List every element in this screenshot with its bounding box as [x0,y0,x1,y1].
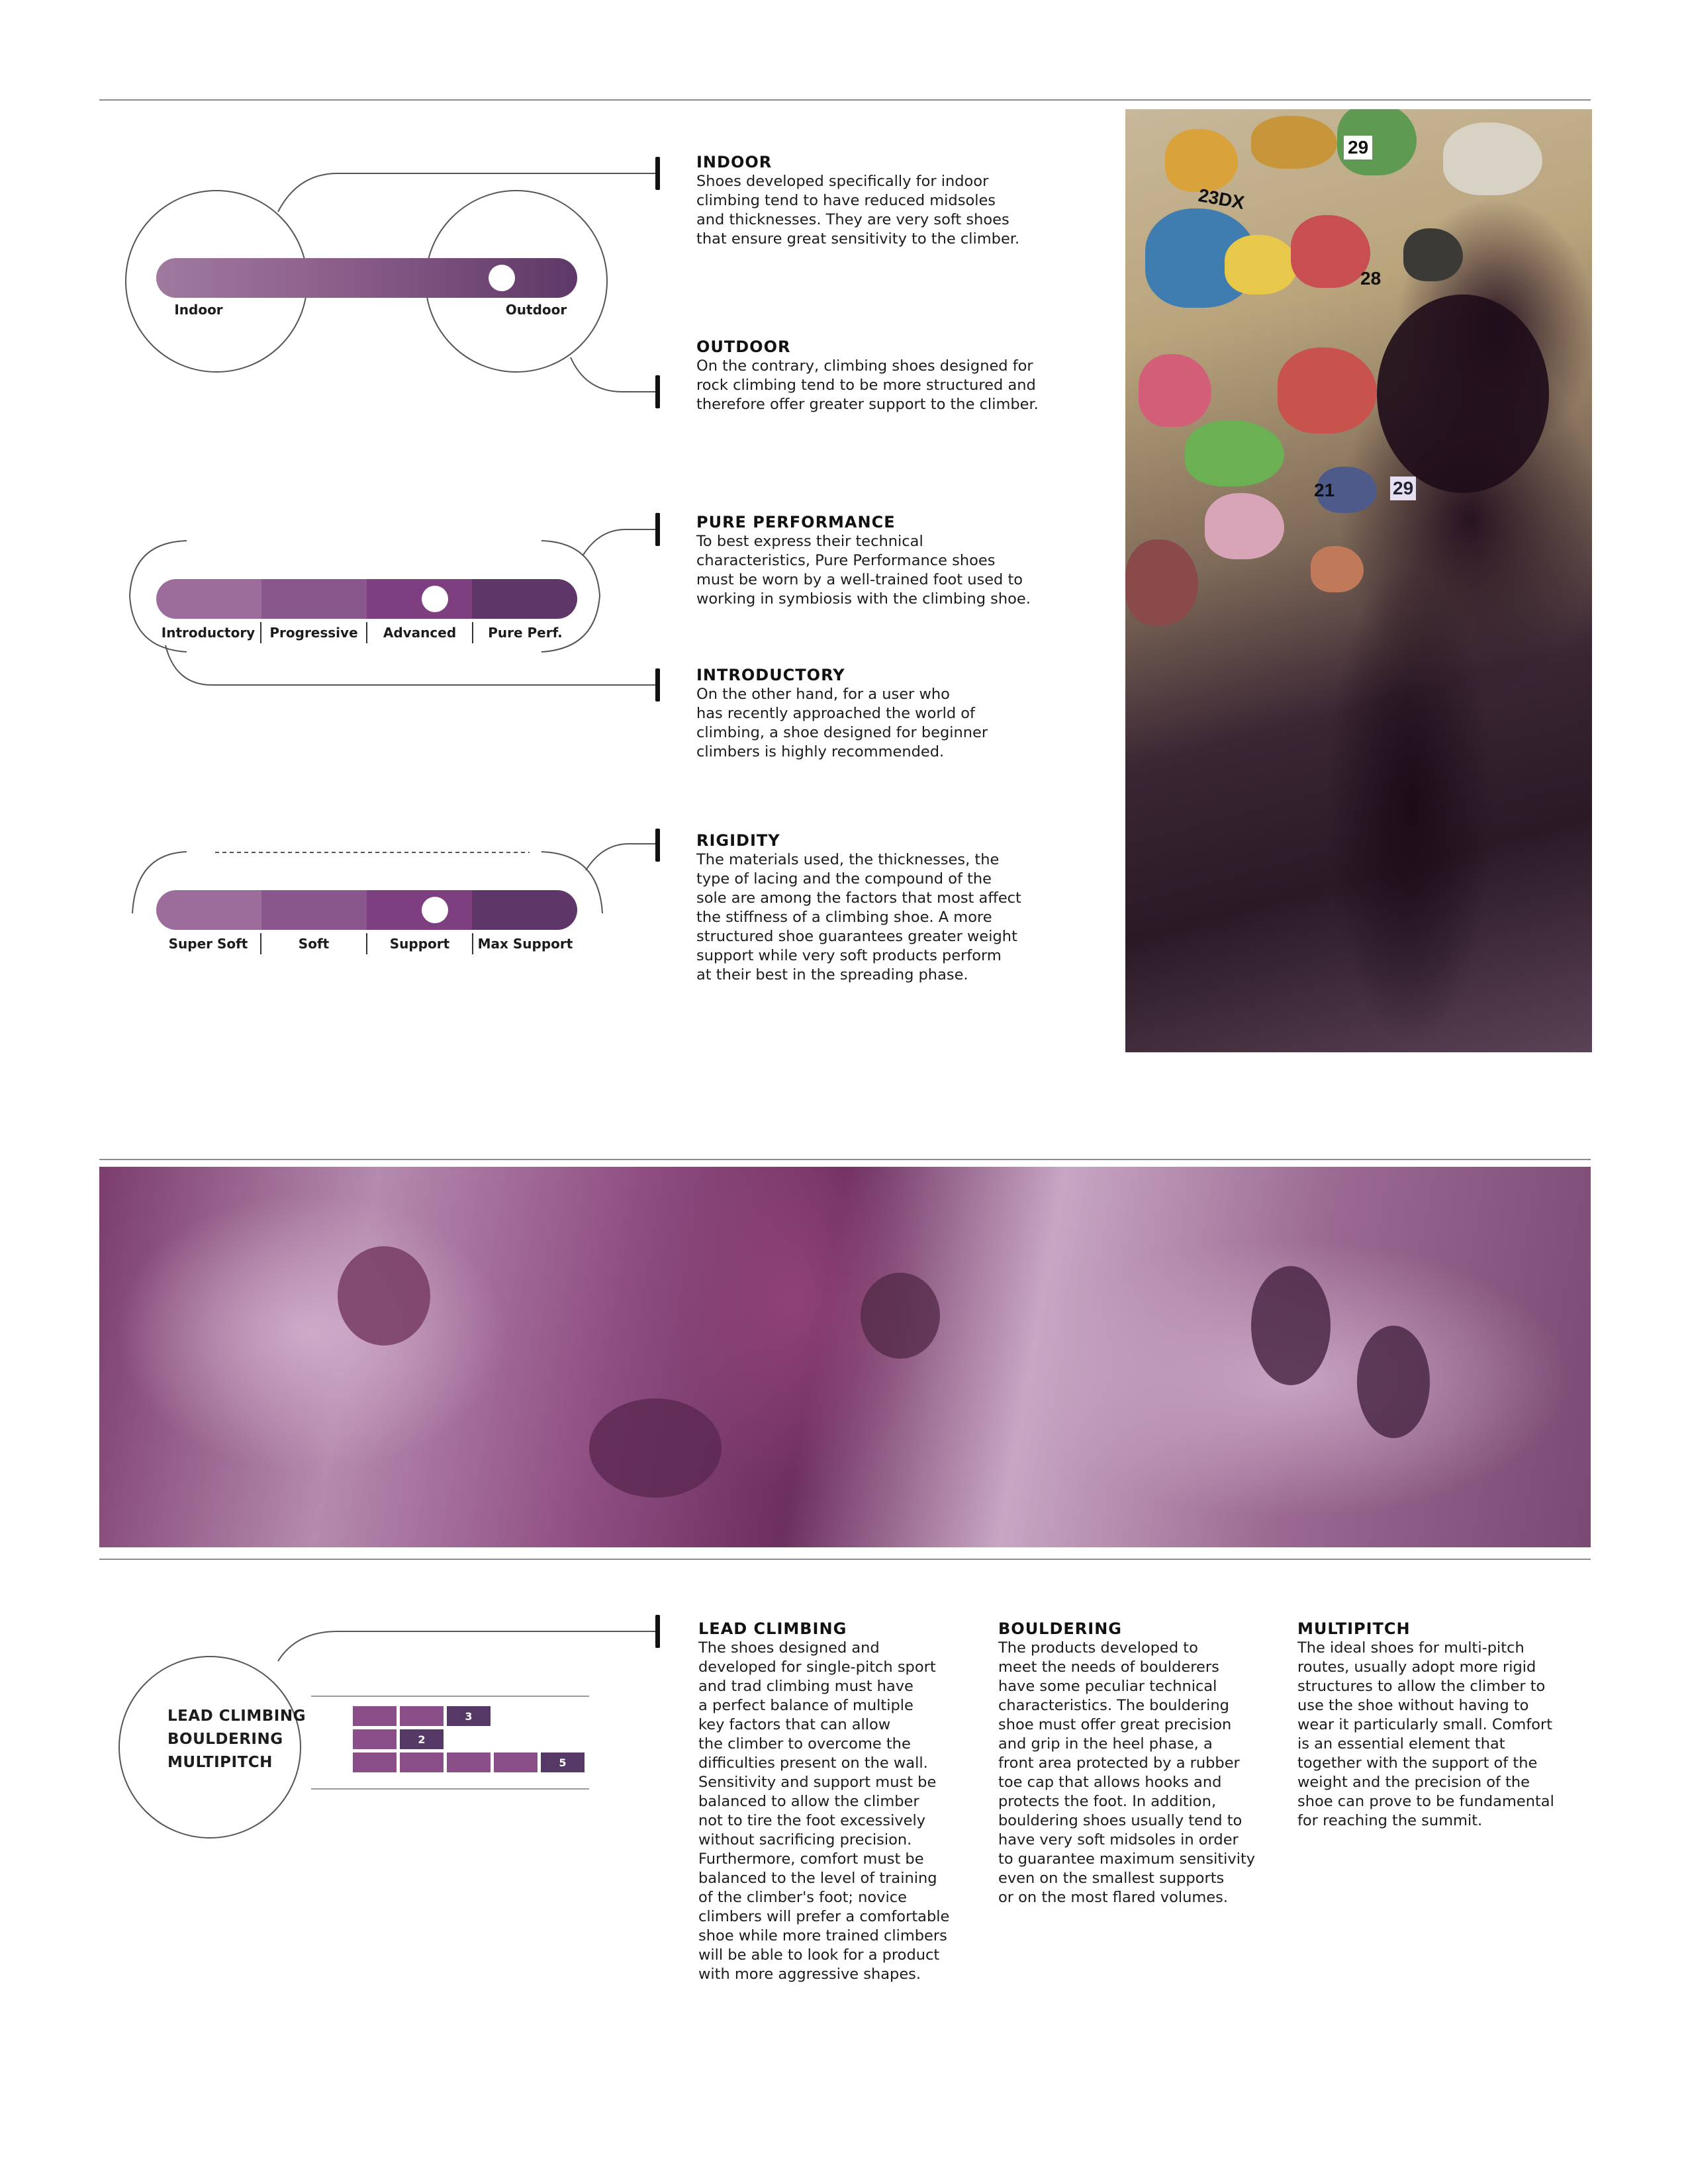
performance-segment-progressive [261,579,367,619]
rating-cell: 3 [447,1706,491,1726]
section-title-outdoor: OUTDOOR [696,338,791,356]
rating-cell [353,1729,397,1749]
climbing-hold [1443,122,1542,195]
rigidity-segment-max-support [472,890,577,930]
marker-outdoor [655,375,660,408]
scale-label-support: Support [389,936,450,952]
climbing-hold [1125,539,1198,625]
rating-cell [447,1752,491,1772]
rating-cell [353,1752,397,1772]
discipline-label-lead: LEAD CLIMBING [167,1707,306,1725]
section-body-pure-performance: To best express their technical characteristics, Pure Performance shoes must be worn by a well-trained foot used to working in symbiosis with the climbing shoe. [696,533,1031,608]
climbing-hold [1165,129,1238,192]
performance-segment-advanced [367,579,472,619]
climbing-hold [1225,235,1297,295]
performance-bar [156,579,577,619]
climbing-hold [1291,215,1370,288]
performance-segment-introductory [156,579,261,619]
rigidity-bar [156,890,577,930]
rating-cell: 5 [541,1752,585,1772]
climber-figure [338,1246,430,1345]
rating-cell [494,1752,538,1772]
scale-label-soft: Soft [298,936,330,952]
section-title-introductory: INTRODUCTORY [696,666,845,684]
section-title-rigidity: RIGIDITY [696,831,780,850]
section-body-introductory: On the other hand, for a user who has recently approached the world of climbing, a shoe designed for beginner climbers is highly recommended. [696,686,988,760]
rigidity-segment-support [367,890,472,930]
section-body-indoor: Shoes developed specifically for indoor climbing tend to have reduced midsoles and thicknesses. They are very soft shoes that ensure great sensitivity to the climber. [696,173,1020,248]
scale-label-advanced: Advanced [383,625,457,641]
rating-cell [400,1706,444,1726]
rigidity-segment-soft [261,890,367,930]
climbers-panorama-photo [99,1167,1591,1547]
scale-label-indoor: Indoor [174,302,223,318]
hold-number-tag: 28 [1360,268,1382,289]
discipline-labels [167,1705,306,1774]
hold-number-tag: 29 [1390,477,1416,500]
rigidity-segment-super-soft [156,890,261,930]
climber-silhouette [1377,295,1549,493]
discipline-body-multipitch: The ideal shoes for multi-pitch routes, usually adopt more rigid structures to allow the climber to use the shoe without having to wear it particularly small. Comfort is an essential element that together with the support of the weight and the precision of the shoe can prove to be fundamental for reaching the summit. [1297,1639,1554,1829]
discipline-title-lead: LEAD CLIMBING [698,1619,847,1638]
scale-label-pure-perf: Pure Perf. [488,625,563,641]
discipline-title-multipitch: MULTIPITCH [1297,1619,1411,1638]
discipline-body-bouldering: The products developed to meet the needs of boulderers have some peculiar technical characteristics. The bouldering shoe must offer great precision and grip in the heel phase, a front area protected by a rubber toe cap that allows hooks and protects the foot. In addition, bouldering shoes usually tend to have very soft midsoles in order to guarantee maximum sensitivity even on the smallest supports or on the most flared volumes. [998,1639,1256,1906]
discipline-label-bouldering: BOULDERING [167,1731,283,1748]
scale-label-max-support: Max Support [477,936,573,952]
scale-label-super-soft: Super Soft [168,936,248,952]
climber-figure [589,1398,722,1498]
climber-figure [1357,1326,1430,1438]
marker-indoor [655,157,660,190]
climbing-hold [1251,116,1337,169]
section-body-outdoor: On the contrary, climbing shoes designed for rock climbing tend to be more structured and therefore offer greater support to the climber. [696,357,1039,413]
rating-cell [400,1752,444,1772]
climbing-hold [1403,228,1463,281]
section-title-pure-performance: PURE PERFORMANCE [696,513,896,531]
rating-cell [353,1706,397,1726]
section-title-indoor: INDOOR [696,153,773,171]
marker-disciplines [655,1615,660,1648]
climbing-hold [1185,420,1284,486]
hold-number-tag: 21 [1314,480,1335,500]
performance-segment-pure-perf [472,579,577,619]
discipline-body-lead: The shoes designed and developed for single-pitch sport and trad climbing must have a perfect balance of multiple key factors that can allow the climber to overcome the difficulties present on the wall. Sensitivity and support must be balanced to allow the climber not to tire the foot excessively without sacrificing precision. Furthermore, comfort must be balanced to the level of training of the climber's foot; novice climbers will prefer a comfortable shoe while more trained climbers will be able to look for a product with more aggressive shapes. [698,1639,950,1983]
climber-figure [861,1273,940,1359]
scale-label-progressive: Progressive [269,625,358,641]
discipline-title-bouldering: BOULDERING [998,1619,1122,1638]
climbing-hold [1278,347,1377,433]
discipline-rating-grid [353,1706,588,1776]
climbing-hold [1311,546,1364,592]
discipline-label-multipitch: MULTIPITCH [167,1754,273,1771]
climbing-wall-photo [1125,109,1592,1052]
scale-label-introductory: Introductory [161,625,256,641]
rating-cell: 2 [400,1729,444,1749]
marker-pure-performance [655,513,660,546]
marker-rigidity [655,829,660,862]
indoor-outdoor-indicator [489,265,515,291]
hold-number-tag: 23DX [1196,185,1246,213]
section-body-rigidity: The materials used, the thicknesses, the type of lacing and the compound of the sole are among the factors that most affect the stiffness of a climbing shoe. A more structured shoe guarantees greater weight support while very soft products perform at their best in the spreading phase. [696,851,1021,983]
scale-label-outdoor: Outdoor [505,302,567,318]
hold-number-tag: 29 [1344,136,1372,159]
climbing-hold [1205,493,1284,559]
marker-introductory [655,668,660,702]
climber-figure [1251,1266,1331,1385]
climbing-hold [1139,354,1211,427]
